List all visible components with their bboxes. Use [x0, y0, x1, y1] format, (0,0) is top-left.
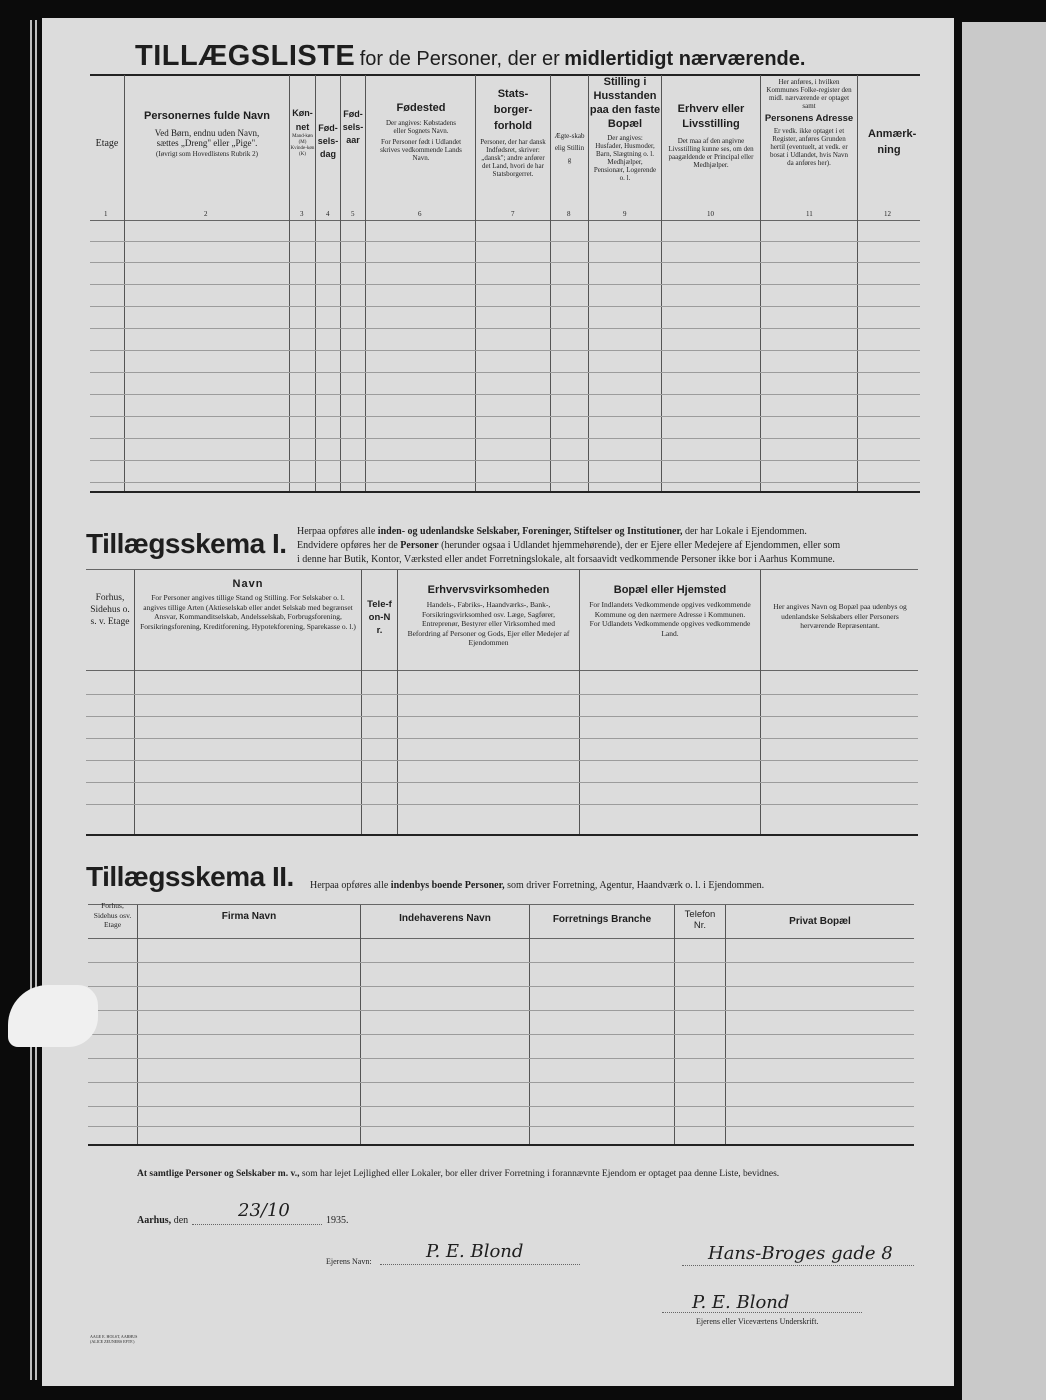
s1-header-name	[136, 578, 360, 631]
owner-address-line	[682, 1265, 914, 1266]
header-col2-title: Personernes fulde Navn	[144, 110, 270, 122]
table-rule	[88, 938, 914, 939]
s1-desc1a: Herpaa opføres alle	[297, 526, 376, 537]
s1-desc2b: Personer	[400, 540, 439, 551]
header-col7-title: Stats-borger-forhold	[493, 88, 533, 132]
s1-desc2c: (herunder ogsaa i Udlandet hjemmehørende), der er Ejere eller Medejere af Ejendommen, eller som	[441, 540, 841, 551]
year: 1935.	[326, 1215, 349, 1226]
table-rule	[90, 74, 920, 76]
table-rule	[90, 220, 920, 221]
column-divider	[674, 905, 675, 1144]
row-line	[90, 394, 920, 395]
column-number: 4	[326, 210, 330, 218]
header-col7	[476, 86, 550, 178]
column-divider	[579, 570, 580, 834]
row-line	[90, 241, 920, 242]
header-col6-sub2: For Personer født i Udlandet skrives vedkommende Lands Navn.	[380, 138, 462, 162]
owner-name-handwritten: P. E. Blond	[426, 1241, 524, 1262]
header-col10	[662, 102, 760, 169]
s1-desc2a: Endvidere opføres her de	[297, 540, 398, 551]
owner-address-handwritten: Hans-Broges gade 8	[708, 1243, 893, 1264]
row-line	[90, 460, 920, 461]
row-line	[88, 962, 914, 963]
s1-header-etage: Forhus, Sidehus o. s. v. Etage	[90, 593, 130, 627]
s1-desc1c: der har Lokale i Ejendommen.	[684, 526, 807, 537]
row-line	[86, 738, 918, 739]
header-col10-title: Erhverv eller Livsstilling	[677, 103, 745, 130]
s1-header-residence	[581, 584, 759, 638]
page-edge-line	[35, 20, 37, 1380]
s1-header-name-title: Navn	[232, 578, 264, 590]
s2-header-firm: Firma Navn	[221, 911, 277, 922]
header-col5: Fød-sels-aar	[342, 109, 364, 145]
s2-header-private-address: Privat Bopæl	[789, 916, 851, 927]
row-line	[86, 782, 918, 783]
s2-header-branch: Forretnings Branche	[552, 914, 652, 925]
header-col2-sub2: sættes „Dreng" eller „Pige".	[156, 138, 258, 148]
column-divider	[529, 905, 530, 1144]
column-number: 1	[104, 210, 108, 218]
supplement-1-description	[297, 525, 923, 567]
column-number: 11	[806, 210, 813, 218]
s2-desc-b: indenbys boende Personer,	[390, 880, 505, 891]
date-handwritten: 23/10	[238, 1200, 290, 1221]
header-col8: Ægte-skabelig Stilling	[554, 132, 585, 164]
row-line	[90, 328, 920, 329]
column-number: 3	[300, 210, 304, 218]
column-number: 6	[418, 210, 422, 218]
header-etage: Etage	[95, 138, 119, 149]
column-divider	[397, 570, 398, 834]
column-number: 7	[511, 210, 515, 218]
header-col7-sub: Personer, der har dansk Indfødsret, skriver: „dansk"; andre anfører det Land, hvori de har Statsborgerret.	[480, 138, 546, 178]
header-col3-title: Køn-net	[292, 108, 313, 132]
table-rule	[86, 670, 918, 671]
s1-desc3: i denne har Butik, Kontor, Værksted eller andet Forretningslokale, alt forsaavidt vedkommende Personer ikke bor i Aarhus Kommune.	[297, 554, 835, 565]
owner-name-label: Ejerens Navn:	[326, 1257, 372, 1266]
row-line	[90, 284, 920, 285]
header-col11-sub2: Er vedk. ikke optaget i et Register, anføres Grunden hertil (eventuelt, at vedk. er bosat i Udlandet, hvis Navn da anføres her).	[770, 127, 848, 167]
row-line	[88, 1106, 914, 1107]
header-col6-sub1: Der angives: Købstadens eller Sognets Navn.	[386, 119, 456, 135]
attestation-text	[137, 1169, 779, 1179]
row-line	[88, 1082, 914, 1083]
page-edge-line	[30, 20, 32, 1380]
paper-clip-shadow	[8, 985, 98, 1047]
column-divider	[365, 75, 366, 491]
row-line	[88, 986, 914, 987]
column-number: 9	[623, 210, 627, 218]
header-col10-sub: Det maa af den angivne Livsstilling kunne ses, om den paagældende er Principal eller Medhjælper.	[668, 137, 754, 169]
column-divider	[725, 905, 726, 1144]
title-rest-a: for de Personer, der er	[359, 48, 560, 70]
adjacent-page-edge	[962, 22, 1046, 1400]
header-col11	[761, 78, 857, 167]
place-date-line	[137, 1215, 188, 1226]
s1-header-business-title: Erhvervsvirksomheden	[427, 584, 550, 596]
header-col9-sub: Der angives: Husfader, Husmoder, Barn, Slægtning o. l. Medhjælper, Pensionær, Logerende o. l.	[593, 134, 657, 182]
header-col3-sub: Mand-køn (M) Kvinde-køn (K)	[290, 134, 315, 157]
table-rule	[88, 1144, 914, 1146]
row-line	[88, 1034, 914, 1035]
column-number: 5	[351, 210, 355, 218]
header-col2-sub1: Ved Børn, endnu uden Navn,	[154, 128, 260, 138]
supplement-2-title: Tillægsskema II.	[86, 861, 294, 892]
signature-label: Ejerens eller Viceværtens Underskrift.	[696, 1317, 819, 1326]
row-line	[90, 372, 920, 373]
s2-header-etage: Forhus, Sidehus osv. Etage	[93, 901, 132, 929]
title-rest-b: midlertidigt nærværende.	[564, 48, 806, 70]
s1-desc1b: inden- og udenlandske Selskaber, Foreninger, Stiftelser og Institutioner,	[377, 526, 683, 537]
table-rule	[86, 569, 918, 570]
table-rule	[90, 491, 920, 493]
row-line	[88, 1058, 914, 1059]
column-divider	[360, 905, 361, 1144]
s2-header-owner: Indehaverens Navn	[399, 913, 491, 924]
table-rule	[88, 904, 914, 905]
column-divider	[760, 570, 761, 834]
attest-b: som har lejet Lejlighed eller Lokaler, bor eller driver Forretning i forannævnte Ejendom er optaget paa denne Liste, bevidnes.	[301, 1169, 780, 1179]
printer-mark: AAGE E. HOLST, AARHUS (ALICE ZEUNERS EFTF.)	[90, 1334, 138, 1344]
header-col11-sub1: Her anføres, i hvilken Kommunes Folke-register den midl. nærværende er optaget samt	[766, 78, 852, 110]
header-col3	[290, 106, 315, 158]
column-divider	[137, 905, 138, 1144]
row-line	[88, 1126, 914, 1127]
signature-handwritten: P. E. Blond	[692, 1292, 790, 1313]
s2-desc-c: som driver Forretning, Agentur, Haandværk o. l. i Ejendommen.	[507, 880, 765, 891]
den-label: den	[173, 1215, 189, 1226]
attest-a: At samtlige Personer og Selskaber m. v.,	[137, 1169, 300, 1179]
row-line	[90, 438, 920, 439]
row-line	[90, 350, 920, 351]
column-number: 8	[567, 210, 571, 218]
s1-header-residence-title: Bopæl eller Hjemsted	[613, 584, 727, 596]
row-line	[88, 1010, 914, 1011]
column-number: 12	[884, 210, 891, 218]
date-dotted-line	[192, 1224, 322, 1225]
place: Aarhus,	[137, 1215, 172, 1226]
row-line	[86, 694, 918, 695]
page-title	[135, 40, 805, 73]
header-col9	[589, 75, 661, 182]
column-number: 2	[204, 210, 208, 218]
s1-header-representative: Her angives Navn og Bopæl paa udenbys og udenlandske Selskabers eller Personers herværende Repræsentant.	[773, 602, 907, 630]
row-line	[86, 716, 918, 717]
row-line	[90, 262, 920, 263]
signature-line	[662, 1312, 862, 1313]
header-col12: Anmærk-ning	[868, 128, 917, 156]
column-divider	[124, 75, 125, 491]
header-col9-title: Stilling i Husstanden paa den faste Bopæl	[589, 76, 661, 130]
title-big: TILLÆGSLISTE	[135, 40, 356, 72]
supplement-2-description	[310, 880, 764, 891]
table-rule	[86, 834, 918, 836]
row-line	[90, 482, 920, 483]
s1-header-residence-sub: For Indlandets Vedkommende opgives vedkommende Kommune og den nærmere Adresse i Kommunen. For Udlandets Vedkommende opgives vedkommende Land.	[589, 600, 751, 638]
supplement-1-title: Tillægsskema I.	[86, 528, 287, 559]
s1-header-business	[399, 584, 578, 648]
s1-header-name-sub: For Personer angives tillige Stand og Stilling. For Selskaber o. l. angives tillige Arten (Aktieselskab eller andet Selskab med begrænset Ansvar, Kommanditselskab, Andelsselskab, Forbrugsforening, Forsikringsforening, Kreditforening, Hypotekforening, Sparekasse o. l.)	[140, 593, 356, 631]
owner-name-line	[380, 1264, 580, 1265]
s2-desc-a: Herpaa opføres alle	[310, 880, 389, 891]
form-page	[42, 18, 954, 1386]
column-number: 10	[707, 210, 714, 218]
header-col2-sub3: (Iøvrigt som Hovedlistens Rubrik 2)	[156, 150, 258, 158]
row-line	[86, 804, 918, 805]
header-col4: Fød-sels-dag	[317, 123, 339, 159]
row-line	[86, 760, 918, 761]
header-col2	[126, 110, 288, 158]
row-line	[90, 306, 920, 307]
s2-header-phone: Telefon Nr.	[684, 909, 716, 931]
s1-header-phone: Tele-fon-Nr.	[367, 599, 392, 636]
header-col6-title: Fødested	[396, 102, 446, 114]
header-col6	[368, 102, 474, 162]
header-col11-title: Personens Adresse	[764, 113, 854, 124]
s1-header-business-sub: Handels-, Fabriks-, Haandværks-, Bank-, Forsikringsvirksomhed osv. Læge, Sagfører, Entreprenør, Bestyrer eller Virksomhed med Befordring af Personer og Gods, Ejer eller Medejer af Ejendommen	[407, 600, 570, 647]
row-line	[90, 416, 920, 417]
column-divider	[134, 570, 135, 834]
